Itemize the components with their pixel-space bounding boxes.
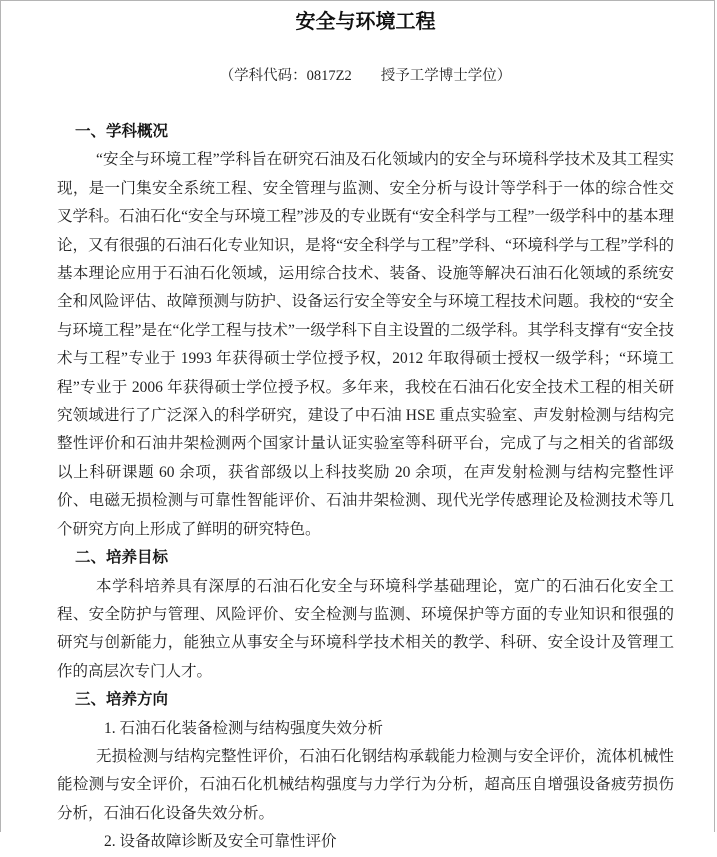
section-1-paragraph: “安全与环境工程”学科旨在研究石油及石化领域内的安全与环境科学技术及其工程实现，是一门集安全系统工程、安全管理与监测、安全分析与设计等学科于一体的综合性交叉学科。石油石化“安全与环境工程”涉及的专业既有“安全科学与工程”一级学科中的基本理论，又有很强的石油石化专业知识，是将“安全科学与工程”学科、“环境科学与工程”学科的基本理论应用于石油石化领域，运用综合技术、装备、设施等解决石油石化领域的系统安全和风险评估、故障预测与防护、设备运行安全等安全与环境工程技术问题。我校的“安全与环境工程”是在“化学工程与技术”一级学科下自主设置的二级学科。其学科支撑有“安全技术与工程”专业于 1993 年获得硕士学位授予权，2012 年取得硕士授权一级学科；“环境工程”专业于 2006 年获得硕士学位授予权。多年来，我校在石油石化安全技术工程的相关研究领域进行了广泛深入的科学研究，建设了中石油 HSE 重点实验室、声发射检测与结构完整性评价和石油井架检测两个国家计量认证实验室等科研平台，完成了与之相关的省部级以上科研课题 60 余项，获省部级以上科技奖励 20 余项，在声发射检测与结构完整性评价、电磁无损检测与可靠性智能评价、石油井架检测、现代光学传感理论及检测技术等几个研究方向上形成了鲜明的研究特色。 — [57, 151, 674, 538]
section-1-heading: 一、学科概况 — [75, 123, 169, 140]
section-2-heading: 二、培养目标 — [75, 549, 169, 567]
direction-item-2-label: 2. 设备故障诊断及安全可靠性评价 — [104, 833, 337, 851]
section-2-paragraph: 本学科培养具有深厚的石油石化安全与环境科学基础理论，宽广的石油石化安全工程、安全防护与管理、风险评价、安全检测与监测、环境保护等方面的专业知识和很强的研究与创新能力，能独立从事安全与环境科学技术相关的教学、科研、安全设计及管理工作的高层次专门人才。 — [57, 577, 674, 680]
direction-item-1-paragraph: 无损检测与结构完整性评价，石油石化钢结构承载能力检测与安全评价，流体机械性能检测与安全评价，石油石化机械结构强度与力学行为分析，超高压自增强设备疲劳损伤分析，石油石化设备失效分析。 — [57, 747, 674, 822]
document-body — [57, 118, 674, 857]
document-title: 安全与环境工程 — [295, 11, 436, 33]
document-subtitle: （学科代码：0817Z2 授予工学博士学位） — [219, 68, 512, 84]
direction-item-1-label: 1. 石油石化装备检测与结构强度失效分析 — [104, 719, 384, 737]
section-3-heading: 三、培养方向 — [75, 691, 169, 709]
